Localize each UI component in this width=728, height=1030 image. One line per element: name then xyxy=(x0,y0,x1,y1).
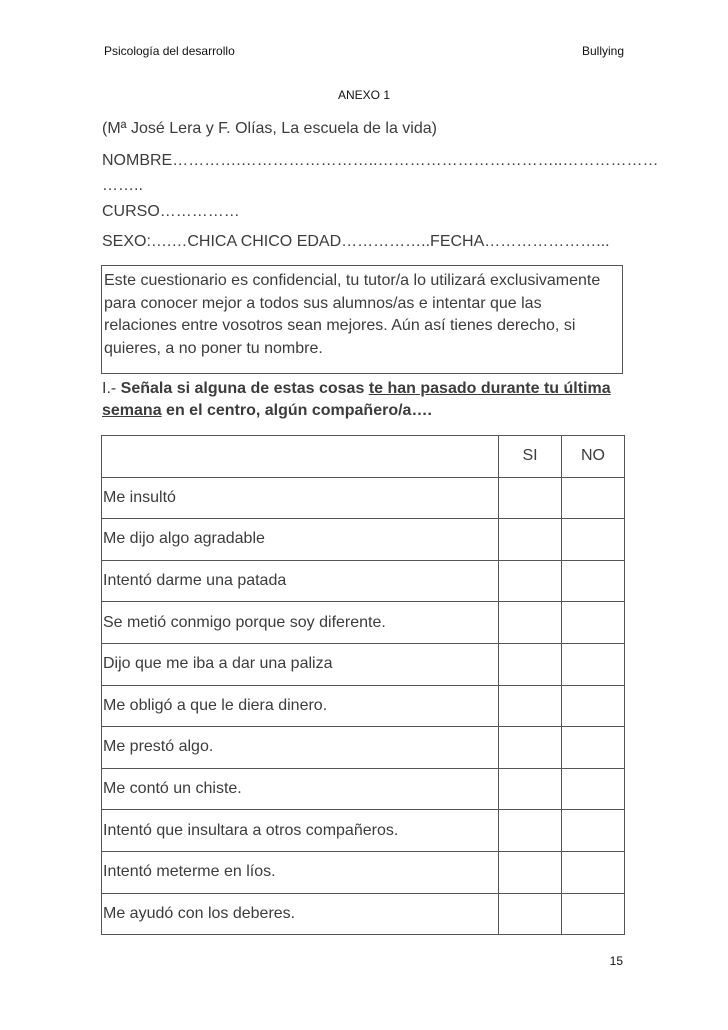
table-row xyxy=(102,602,625,644)
source-citation: (Mª José Lera y F. Olías, La escuela de la vida) xyxy=(102,120,437,137)
instruction-part-1: Señala si alguna de estas cosas xyxy=(120,380,365,397)
answer-yes-cell[interactable] xyxy=(499,893,562,935)
table-row xyxy=(102,560,625,602)
name-field-line: NOMBRE………….……………………..……………………………..……………… xyxy=(102,152,659,169)
table-row xyxy=(102,477,625,519)
header-topic: Bullying xyxy=(581,44,624,58)
answer-no-cell[interactable] xyxy=(562,519,625,561)
answer-no-cell[interactable] xyxy=(562,643,625,685)
answer-yes-cell[interactable] xyxy=(499,768,562,810)
answer-no-cell[interactable] xyxy=(562,810,625,852)
answer-no-cell[interactable] xyxy=(562,893,625,935)
question-label: Me ayudó con los deberes. xyxy=(102,893,499,935)
answer-yes-cell[interactable] xyxy=(499,810,562,852)
question-label: Intentó darme una patada xyxy=(102,560,499,602)
question-label: Intentó meterme en líos. xyxy=(102,851,499,893)
answer-no-cell[interactable] xyxy=(562,768,625,810)
table-row xyxy=(102,685,625,727)
header-course-title: Psicología del desarrollo xyxy=(104,44,235,58)
question-label: Me dijo algo agradable xyxy=(102,519,499,561)
answer-yes-cell[interactable] xyxy=(499,519,562,561)
answer-yes-cell[interactable] xyxy=(499,477,562,519)
sex-age-date-line: SEXO:….…CHICA CHICO EDAD……………..FECHA…………………... xyxy=(102,233,610,250)
instruction-underlined-1: te han pasado durante tu última xyxy=(368,380,611,397)
answer-no-cell[interactable] xyxy=(562,477,625,519)
table-row xyxy=(102,519,625,561)
annex-title: ANEXO 1 xyxy=(337,88,391,102)
header-yes: SI xyxy=(499,436,562,478)
instruction-prefix: I.- xyxy=(102,380,117,397)
answer-no-cell[interactable] xyxy=(562,851,625,893)
answer-yes-cell[interactable] xyxy=(499,602,562,644)
table-row xyxy=(102,893,625,935)
answer-yes-cell[interactable] xyxy=(499,727,562,769)
questionnaire-table xyxy=(101,435,625,935)
table-row xyxy=(102,727,625,769)
table-header-row xyxy=(102,436,625,478)
question-label: Se metió conmigo porque soy diferente. xyxy=(102,602,499,644)
question-label: Dijo que me iba a dar una paliza xyxy=(102,643,499,685)
answer-yes-cell[interactable] xyxy=(499,685,562,727)
name-field-line-continued: …….. xyxy=(102,177,143,194)
table-row xyxy=(102,851,625,893)
instruction-underlined-2: semana xyxy=(102,402,162,419)
header-empty-cell xyxy=(102,436,499,478)
question-label: Me prestó algo. xyxy=(102,727,499,769)
answer-no-cell[interactable] xyxy=(562,685,625,727)
answer-no-cell[interactable] xyxy=(562,727,625,769)
questionnaire-instruction xyxy=(102,378,622,422)
page-number: 15 xyxy=(609,954,623,968)
question-label: Me obligó a que le diera dinero. xyxy=(102,685,499,727)
answer-no-cell[interactable] xyxy=(562,560,625,602)
header-no: NO xyxy=(562,436,625,478)
table-row xyxy=(102,643,625,685)
question-label: Me contó un chiste. xyxy=(102,768,499,810)
table-row xyxy=(102,768,625,810)
table-row xyxy=(102,810,625,852)
answer-yes-cell[interactable] xyxy=(499,851,562,893)
instruction-part-2: en el centro, algún compañero/a…. xyxy=(166,402,432,419)
answer-yes-cell[interactable] xyxy=(499,560,562,602)
question-label: Me insultó xyxy=(102,477,499,519)
answer-no-cell[interactable] xyxy=(562,602,625,644)
question-label: Intentó que insultara a otros compañeros. xyxy=(102,810,499,852)
answer-yes-cell[interactable] xyxy=(499,643,562,685)
confidentiality-notice: Este cuestionario es confidencial, tu tutor/a lo utilizará exclusivamente para conocer mejor a todos sus alumnos/as e intentar que las relaciones entre vosotros sean mejores. Aún así tienes derecho, si quieres, a no poner tu nombre. xyxy=(101,265,623,374)
course-field-line: CURSO…………… xyxy=(102,203,240,220)
